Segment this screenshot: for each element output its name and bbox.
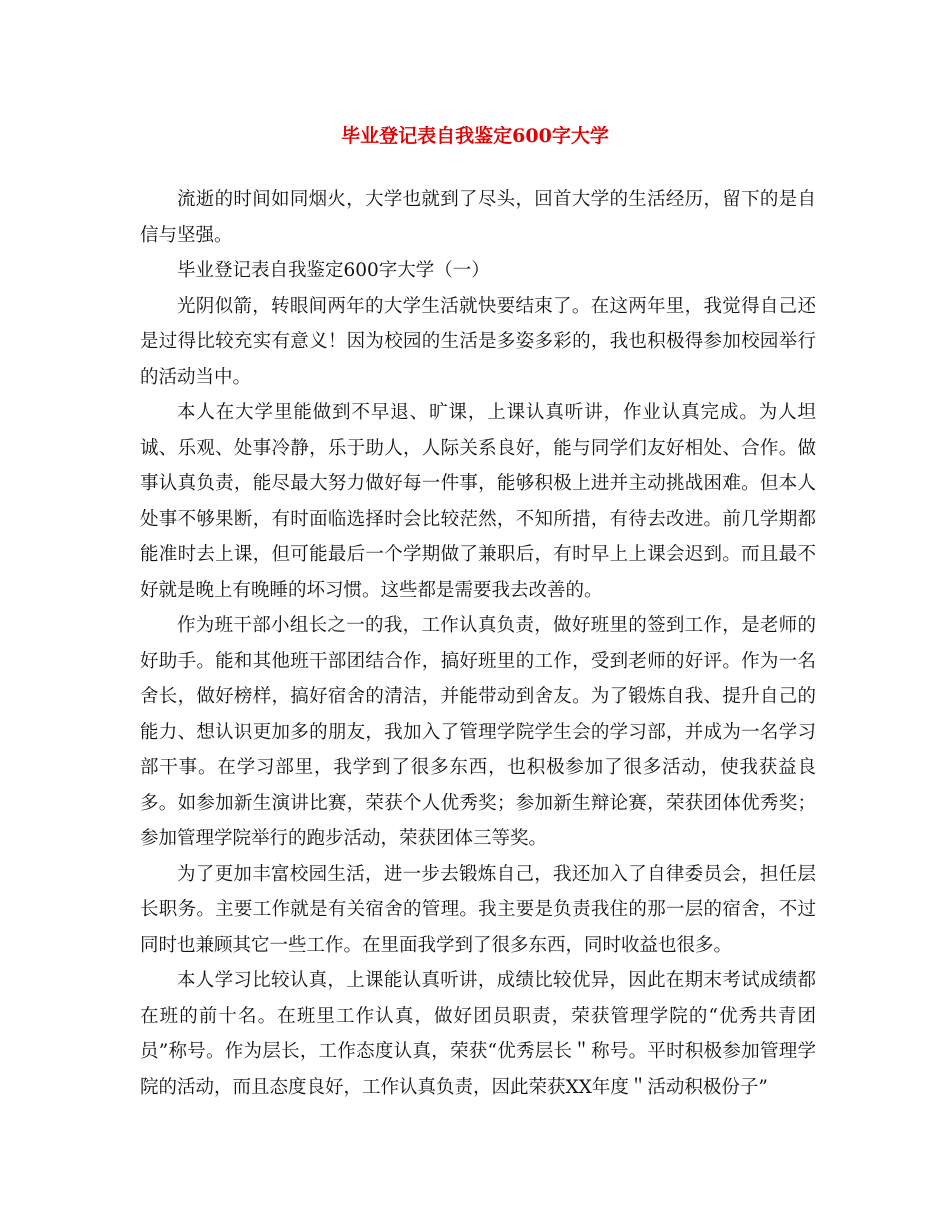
paragraph-3: 作为班干部小组长之一的我，工作认真负责，做好班里的签到工作，是老师的好助手。能和其他班干部团结合作，搞好班里的工作，受到老师的好评。作为一名舍长，做好榜样，搞好宿舍的清洁，并能带动到舍友。为了锻炼自我、提升自己的能力、想认识更加多的朋友，我加入了管理学院学生会的学习部，并成为一名学习部干事。在学习部里，我学到了很多东西，也积极参加了很多活动，使我获益良多。如参加新生演讲比赛，荣获个人优秀奖；参加新生辩论赛，荣获团体优秀奖；参加管理学院举行的跑步活动，荣获团体三等奖。 [140,615,816,849]
document-body [140,182,816,1105]
paragraph-2: 本人在大学里能做到不早退、旷课，上课认真听讲，作业认真完成。为人坦诚、乐观、处事冷静，乐于助人，人际关系良好，能与同学们友好相处、合作。做事认真负责，能尽最大努力做好每一件事，能够积极上进并主动挑战困难。但本人处事不够果断，有时面临选择时会比较茫然，不知所措，有待去改进。前几学期都能准时去上课，但可能最后一个学期做了兼职后，有时早上上课会迟到。而且最不好就是晚上有晚睡的坏习惯。这些都是需要我去改善的。 [140,402,816,601]
paragraph-4: 为了更加丰富校园生活，进一步去锻炼自己，我还加入了自律委员会，担任层长职务。主要工作就是有关宿舍的管理。我主要是负责我住的那一层的宿舍，不过同时也兼顾其它一些工作。在里面我学到了很多东西，同时收益也很多。 [140,863,816,956]
paragraph-1: 光阴似箭，转眼间两年的大学生活就快要结束了。在这两年里，我觉得自己还是过得比较充实有意义！因为校园的生活是多姿多彩的，我也积极得参加校园举行的活动当中。 [140,295,816,388]
document-title: 毕业登记表自我鉴定600字大学 [341,125,609,147]
paragraph-5: 本人学习比较认真，上课能认真听讲，成绩比较优异，因此在期末考试成绩都在班的前十名。在班里工作认真，做好团员职责，荣获管理学院的“优秀共青团员”称号。作为层长，工作态度认真，荣获“优秀层长＂称号。平时积极参加管理学院的活动，而且态度良好，工作认真负责，因此荣获XX年度＂活动积极份子” [140,970,816,1098]
paragraph-intro: 流逝的时间如同烟火，大学也就到了尽头，回首大学的生活经历，留下的是自信与坚强。 [140,189,816,246]
paragraph-subheading: 毕业登记表自我鉴定600字大学（一） [177,260,490,281]
